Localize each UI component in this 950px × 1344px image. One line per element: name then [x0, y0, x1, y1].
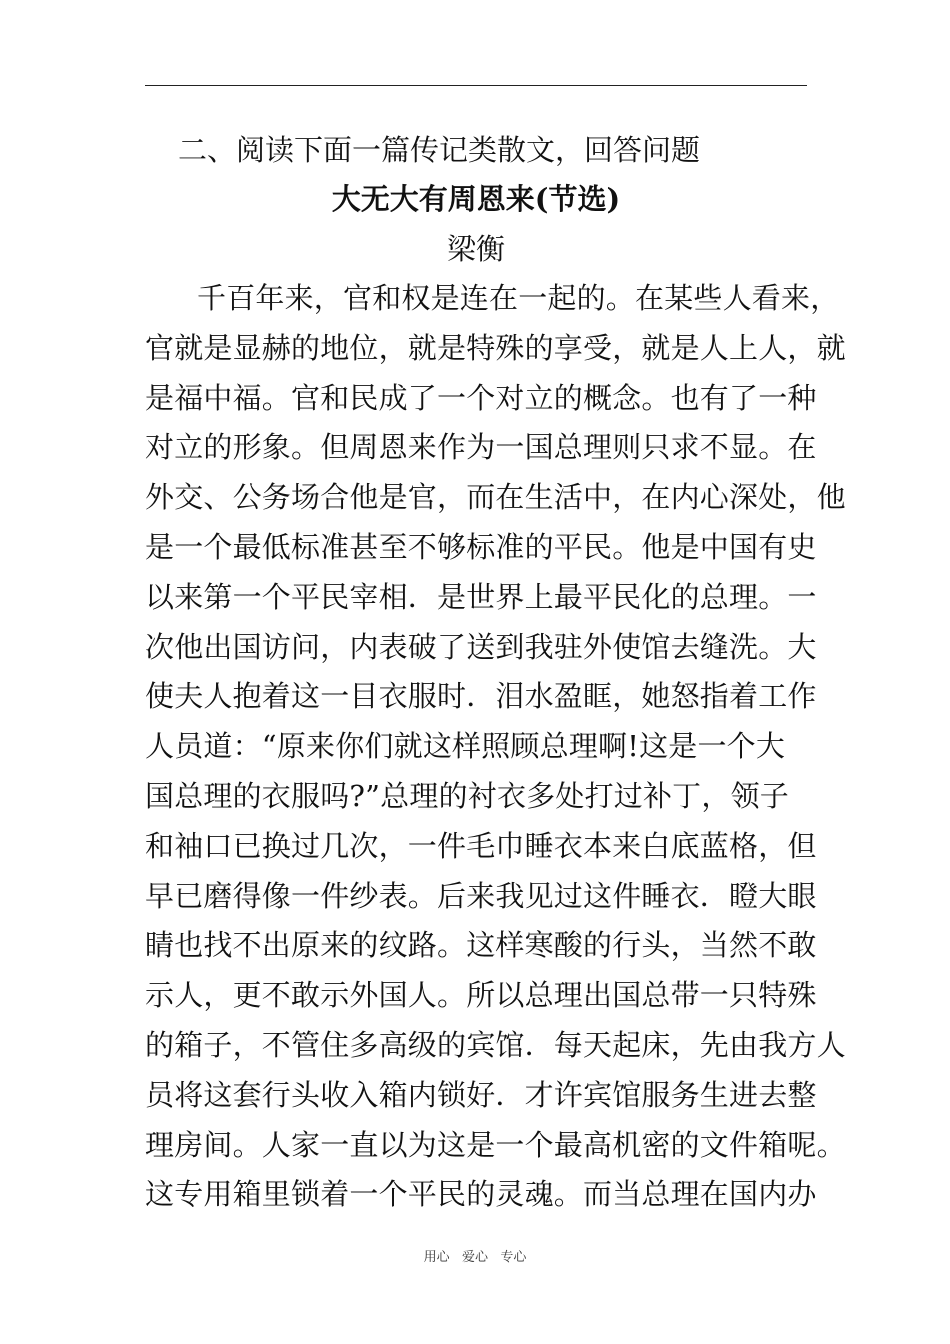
- article-body: [145, 274, 846, 1220]
- body-line: 早已磨得像一件纱表。后来我见过这件睡衣．瞪大眼: [145, 878, 817, 913]
- body-line: 示人，更不敢示外国人。所以总理出国总带一只特殊: [145, 978, 817, 1013]
- body-line: 千百年来，官和权是连在一起的。在某些人看来，: [197, 281, 840, 315]
- body-line: 是福中福。官和民成了一个对立的概念。也有了一种: [145, 380, 817, 415]
- body-line: 外交、公务场合他是官，而在生活中，在内心深处，他: [145, 480, 846, 515]
- header-rule: [145, 85, 807, 86]
- body-line: 人员道：“原来你们就这样照顾总理啊!这是一个大: [145, 729, 786, 764]
- body-line: 睛也找不出原来的纹路。这样寒酸的行头，当然不敢: [145, 928, 817, 963]
- body-line: 员将这套行头收入箱内锁好．才许宾馆服务生进去整: [145, 1077, 817, 1112]
- article-title: 大无大有周恩来(节选): [331, 182, 621, 216]
- body-line: 和袖口已换过几次，一件毛巾睡衣本来白底蓝格，但: [145, 828, 817, 863]
- body-line: 这专用箱里锁着一个平民的灵魂。而当总理在国内办: [145, 1177, 817, 1212]
- body-line: 对立的形象。但周恩来作为一国总理则只求不显。在: [145, 430, 817, 465]
- page-footer: 用心 爱心 专心: [423, 1250, 527, 1265]
- body-line: 官就是显赫的地位，就是特殊的享受，就是人上人，就: [145, 330, 846, 365]
- body-line: 次他出国访问，内表破了送到我驻外使馆去缝洗。大: [145, 629, 817, 664]
- body-line: 使夫人抱着这一目衣服时．泪水盈眶，她怒指着工作: [145, 679, 817, 714]
- body-line: 国总理的衣服吗?”总理的衬衣多处打过补丁，领子: [145, 778, 789, 813]
- section-heading: 二、阅读下面一篇传记类散文，回答问题: [178, 133, 701, 167]
- body-line: 是一个最低标准甚至不够标准的平民。他是中国有史: [145, 529, 817, 564]
- article-author: 梁衡: [446, 232, 505, 266]
- body-line: 的箱子，不管住多高级的宾馆．每天起床，先由我方人: [145, 1027, 846, 1062]
- body-line: 以来第一个平民宰相．是世界上最平民化的总理。一: [145, 579, 817, 614]
- body-line: 理房间。人家一直以为这是一个最高机密的文件箱呢。: [145, 1127, 846, 1162]
